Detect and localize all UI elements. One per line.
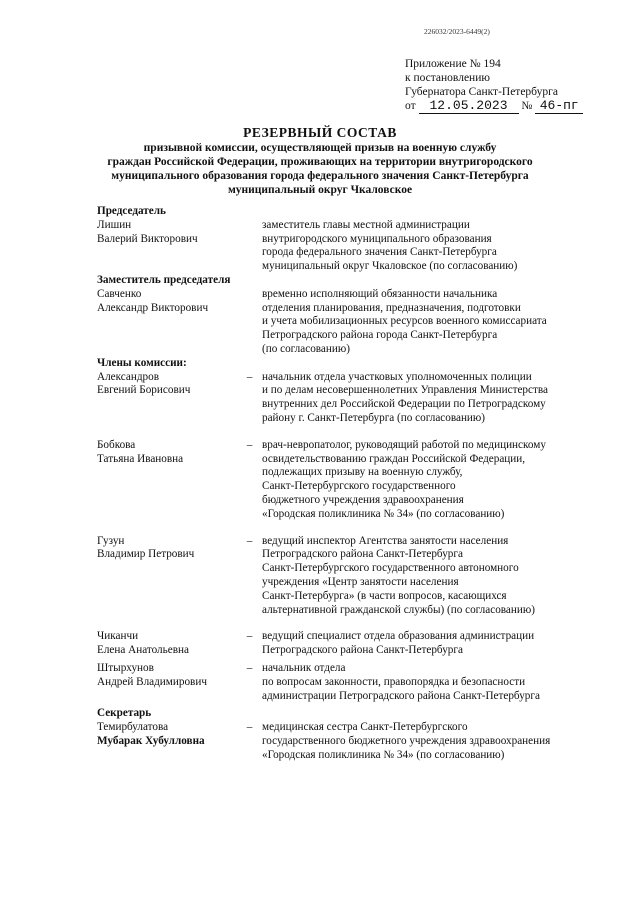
spacer [97, 522, 617, 535]
role-line: города федерального значения Санкт-Петербурга [262, 246, 497, 259]
member-dash: – [246, 630, 253, 643]
appendix-number: Приложение № 194 [405, 58, 501, 70]
role-line: муниципальный округ Чкаловское (по согласованию) [262, 260, 518, 273]
role-line: «Городская поликлиника № 34» (по согласованию) [262, 748, 505, 761]
date-prefix: от [405, 100, 416, 112]
member-role [262, 535, 617, 618]
role-line: государственного бюджетного учреждения здравоохранения [262, 734, 551, 747]
member-name [97, 288, 237, 357]
spacer [97, 426, 617, 439]
role-line: ведущий специалист отдела образования администрации [262, 630, 535, 643]
role-line: отделения планирования, предназначения, подготовки [262, 301, 521, 314]
role-line: временно исполняющий обязанности начальника [262, 287, 498, 300]
member-surname: Савченко [97, 287, 142, 300]
member-given-name: Владимир Петрович [97, 548, 195, 561]
role-line: району г. Санкт-Петербурга (по согласованию) [262, 411, 485, 424]
member-dash: – [246, 534, 253, 547]
member-given-name: Андрей Владимирович [97, 675, 207, 688]
member-role [262, 662, 617, 703]
member-surname: Александров [97, 370, 160, 383]
role-line: и по делам несовершеннолетних Управления Министерства [262, 384, 548, 397]
title-line-2: граждан Российской Федерации, проживающих на территории внутригородского [107, 156, 533, 168]
member-entry-chair [97, 219, 617, 274]
role-line: Санкт-Петербургского государственного автономного [262, 562, 519, 575]
member-surname: Темирбулатова [97, 721, 169, 734]
member-dash: – [246, 370, 253, 383]
member-entry [97, 535, 617, 618]
appendix-governor: Губернатора Санкт-Петербурга [405, 86, 558, 98]
member-given-name: Татьяна Ивановна [97, 452, 184, 465]
appendix-block [405, 57, 583, 114]
member-name [97, 721, 237, 762]
role-line: бюджетного учреждения здравоохранения [262, 493, 464, 506]
member-name [97, 535, 237, 618]
role-line: освидетельствованию граждан Российской Федерации, [262, 452, 526, 465]
spacer [97, 617, 617, 630]
member-name [97, 439, 237, 522]
commission-list [97, 205, 617, 762]
role-line: подлежащих призыву на военную службу, [262, 466, 463, 479]
member-surname: Штырхунов [97, 661, 154, 674]
member-dash [237, 288, 262, 357]
member-role [262, 219, 617, 274]
member-name [97, 630, 237, 658]
member-role [262, 439, 617, 522]
section-secretary-title: Секретарь [97, 707, 152, 720]
member-entry [97, 439, 617, 522]
member-role [262, 721, 617, 762]
member-surname: Чиканчи [97, 630, 139, 643]
member-given-name: Александр Викторович [97, 301, 209, 314]
member-role [262, 630, 617, 658]
member-role [262, 288, 617, 357]
role-line: начальник отдела [262, 661, 346, 674]
number-prefix: № [521, 100, 533, 112]
title-line-4: муниципальный округ Чкаловское [227, 184, 413, 196]
document-id: 226032/2023-6449(2) [424, 27, 490, 36]
member-dash: – [246, 438, 253, 451]
role-line: администрации Петроградского района Санкт-Петербурга [262, 689, 540, 702]
member-name [97, 662, 237, 703]
member-surname: Гузун [97, 534, 125, 547]
member-surname: Лишин [97, 218, 132, 231]
appendix-to-decree: к постановлению [405, 72, 490, 84]
title-main: РЕЗЕРВНЫЙ СОСТАВ [243, 125, 397, 140]
role-line: альтернативной гражданской службы) (по согласованию) [262, 603, 535, 616]
member-dash: – [246, 721, 253, 734]
member-entry [97, 630, 617, 658]
section-deputy-title: Заместитель председателя [97, 273, 231, 286]
member-role [262, 371, 617, 426]
role-line: учреждения «Центр занятости населения [262, 575, 459, 588]
member-given-name: Евгений Борисович [97, 384, 191, 397]
member-entry-secretary [97, 721, 617, 762]
section-members-title: Члены комиссии: [97, 356, 187, 369]
role-line: «Городская поликлиника № 34» (по согласованию) [262, 507, 505, 520]
member-entry-deputy [97, 288, 617, 357]
role-line: внутригородского муниципального образования [262, 232, 492, 245]
role-line: заместитель главы местной администрации [262, 218, 470, 231]
member-entry [97, 371, 617, 426]
role-line: внутренних дел Российской Федерации по Петроградскому [262, 398, 546, 411]
member-surname: Бобкова [97, 438, 136, 451]
member-given-name: Мубарак Хубулловна [97, 734, 205, 747]
decree-date: 12.05.2023 [419, 99, 519, 114]
appendix-date-line [405, 99, 583, 114]
member-given-name: Валерий Викторович [97, 232, 198, 245]
role-line: врач-невропатолог, руководящий работой по медицинскому [262, 438, 546, 451]
document-title [0, 125, 640, 197]
title-line-1: призывной комиссии, осуществляющей призыв на военную службу [143, 142, 497, 154]
role-line: и учета мобилизационных ресурсов военного комиссариата [262, 315, 547, 328]
member-entry [97, 662, 617, 703]
decree-number: 46-пг [535, 99, 583, 114]
title-line-3: муниципального образования города федерального значения Санкт-Петербурга [111, 170, 529, 182]
member-dash [237, 219, 262, 274]
role-line: медицинская сестра Санкт-Петербургского [262, 721, 468, 734]
role-line: ведущий инспектор Агентства занятости населения [262, 534, 509, 547]
section-chair-title: Председатель [97, 205, 166, 217]
role-line: Петроградского района Санкт-Петербурга [262, 644, 463, 657]
role-line: (по согласованию) [262, 342, 350, 355]
member-dash: – [246, 661, 253, 674]
role-line: по вопросам законности, правопорядка и безопасности [262, 675, 526, 688]
member-name [97, 371, 237, 426]
role-line: Петроградского района Санкт-Петербурга [262, 548, 463, 561]
role-line: Санкт-Петербурга» (в части вопросов, касающихся [262, 589, 507, 602]
role-line: Петроградского района города Санкт-Петербурга [262, 329, 498, 342]
role-line: начальник отдела участковых уполномоченных полиции [262, 370, 532, 383]
role-line: Санкт-Петербургского государственного [262, 480, 456, 493]
member-given-name: Елена Анатольевна [97, 644, 189, 657]
member-name [97, 219, 237, 274]
